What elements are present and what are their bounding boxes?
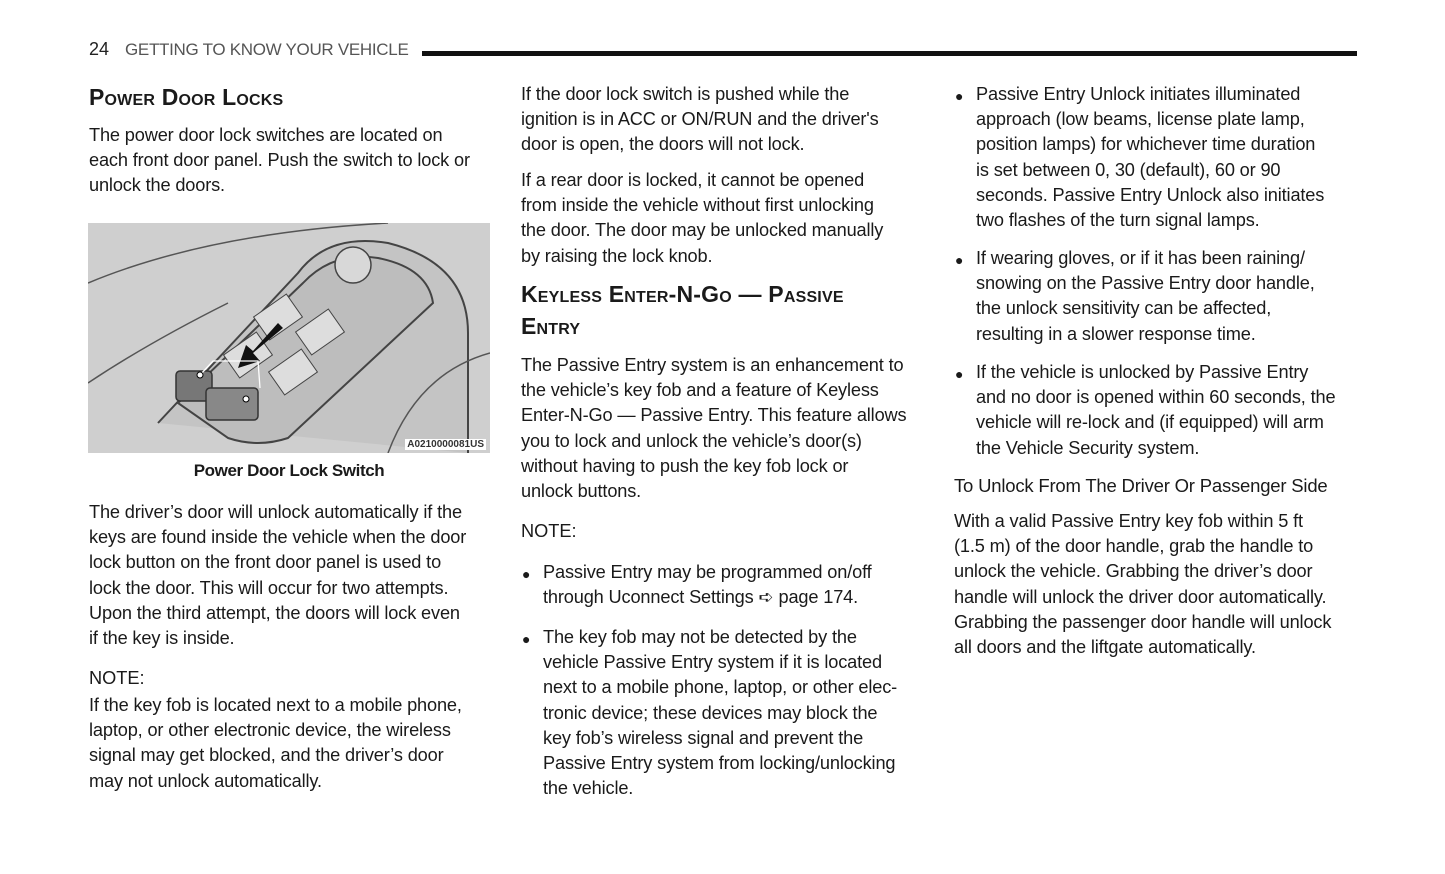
text-line: vehicle Passive Entry system if it is located [543, 652, 882, 673]
note-label: NOTE: [89, 668, 145, 688]
text-line: Grabbing the passenger door handle will unlock [954, 611, 1332, 632]
text-line: without having to push the key fob lock or [521, 455, 849, 476]
bullet-icon: ● [522, 631, 531, 647]
text-line: two flashes of the turn signal lamps. [976, 209, 1260, 230]
text-line: Passive Entry system from locking/unlocking [543, 752, 896, 773]
text-line: If the door lock switch is pushed while the [521, 84, 850, 104]
bullet-icon: ● [955, 366, 964, 382]
text-line: If wearing gloves, or if it has been raining/ [976, 248, 1305, 268]
text-line: the unlock sensitivity can be affected, [976, 298, 1272, 319]
bullet-gloves [976, 246, 1315, 347]
bullet-illuminated-approach [976, 82, 1324, 233]
text-line: (1.5 m) of the door handle, grab the handle to [954, 536, 1314, 557]
text-line: next to a mobile phone, laptop, or other elec- [543, 677, 898, 698]
subheading-unlock-driver-passenger: To Unlock From The Driver Or Passenger Side [954, 475, 1328, 496]
text-line: seconds. Passive Entry Unlock also initiates [976, 184, 1325, 205]
paragraph-passive-entry [521, 353, 906, 504]
text-line: the vehicle’s key fob and a feature of Keyless [521, 380, 879, 401]
bullet-icon: ● [955, 88, 964, 104]
text-line: The driver’s door will unlock automatically if the [89, 502, 462, 522]
note-label: NOTE: [521, 521, 577, 541]
text-line: If the key fob is located next to a mobile phone, [89, 695, 462, 715]
text-line: The Passive Entry system is an enhancement to [521, 355, 904, 375]
text-line: Enter-N-Go — Passive Entry. This feature allows [521, 405, 907, 426]
text-line: handle will unlock the driver door automatically. [954, 586, 1327, 607]
text-line: position lamps) for whichever time duration [976, 134, 1316, 155]
running-header: GETTING TO KNOW YOUR VEHICLE [125, 40, 409, 59]
figure-id: A0210000081US [407, 439, 484, 450]
paragraph-switch-acc [521, 82, 879, 158]
text-line: The power door lock switches are located on [89, 125, 443, 145]
section-heading-power-door-locks: Power Door Locks [89, 84, 284, 110]
text-line: each front door panel. Push the switch to lock or [89, 150, 470, 171]
figure-caption: Power Door Lock Switch [193, 461, 385, 480]
text-line: Passive Entry may be programmed on/off [543, 562, 872, 582]
header-rule [422, 51, 1357, 56]
text-line: the Vehicle Security system. [976, 437, 1200, 458]
text-line: keys are found inside the vehicle when the door [89, 527, 467, 548]
text-line: door is open, the doors will not lock. [521, 134, 805, 155]
bullet-icon: ● [522, 566, 531, 582]
text-line: The key fob may not be detected by the [543, 627, 857, 647]
text-line: all doors and the liftgate automatically. [954, 636, 1256, 657]
note-text [89, 693, 462, 794]
text-line: through Uconnect Settings ➪ page 174. [543, 587, 859, 608]
paragraph-rear-door [521, 168, 883, 269]
bullet-key-fob-detection [543, 625, 897, 801]
bullet-icon: ● [955, 252, 964, 268]
text-line: by raising the lock knob. [521, 245, 713, 266]
section-heading-keyless-enter-n-go [521, 278, 844, 342]
paragraph-unlock-procedure [954, 509, 1331, 660]
text-line: If the vehicle is unlocked by Passive Entry [976, 362, 1309, 382]
text-line: resulting in a slower response time. [976, 323, 1256, 344]
text-line: and no door is opened within 60 seconds, the [976, 387, 1336, 408]
text-line: lock button on the front door panel is used to [89, 552, 442, 573]
text-line: Entry [521, 313, 581, 339]
text-line: Upon the third attempt, the doors will lock even [89, 602, 460, 623]
text-line: may not unlock automatically. [89, 770, 322, 791]
text-line: tronic device; these devices may block the [543, 702, 878, 723]
text-line: laptop, or other electronic device, the wireless [89, 720, 451, 741]
bullet-relock [976, 360, 1335, 461]
text-line: ignition is in ACC or ON/RUN and the driver's [521, 109, 879, 130]
text-line: key fob’s wireless signal and prevent the [543, 727, 864, 748]
text-line: lock the door. This will occur for two attempts. [89, 577, 449, 598]
text-line: from inside the vehicle without first unlocking [521, 195, 874, 216]
text-line: the vehicle. [543, 778, 634, 799]
text-line: you to lock and unlock the vehicle’s door(s) [521, 430, 862, 451]
text-line: if the key is inside. [89, 627, 235, 648]
door-panel-drawing [88, 223, 490, 453]
text-line: vehicle will re-lock and (if equipped) will arm [976, 412, 1324, 433]
text-line: Passive Entry Unlock initiates illuminated [976, 84, 1301, 104]
text-line: unlock buttons. [521, 480, 642, 501]
text-line: the door. The door may be unlocked manually [521, 220, 884, 241]
text-line: approach (low beams, license plate lamp, [976, 109, 1305, 130]
bullet-uconnect-settings [543, 560, 872, 610]
paragraph-intro [89, 123, 470, 199]
text-line: unlock the vehicle. Grabbing the driver’s door [954, 561, 1313, 582]
text-line: If a rear door is locked, it cannot be opened [521, 170, 865, 190]
text-line: With a valid Passive Entry key fob within 5 ft [954, 511, 1303, 531]
text-line: Keyless Enter-N-Go — Passive [521, 281, 844, 307]
text-line: is set between 0, 30 (default), 60 or 90 [976, 159, 1281, 180]
page-number: 24 [89, 39, 110, 59]
paragraph-auto-unlock [89, 500, 466, 651]
text-line: signal may get blocked, and the driver’s door [89, 745, 444, 766]
power-door-lock-switch-illustration [88, 223, 490, 453]
text-line: unlock the doors. [89, 175, 225, 196]
text-line: snowing on the Passive Entry door handle, [976, 273, 1315, 294]
